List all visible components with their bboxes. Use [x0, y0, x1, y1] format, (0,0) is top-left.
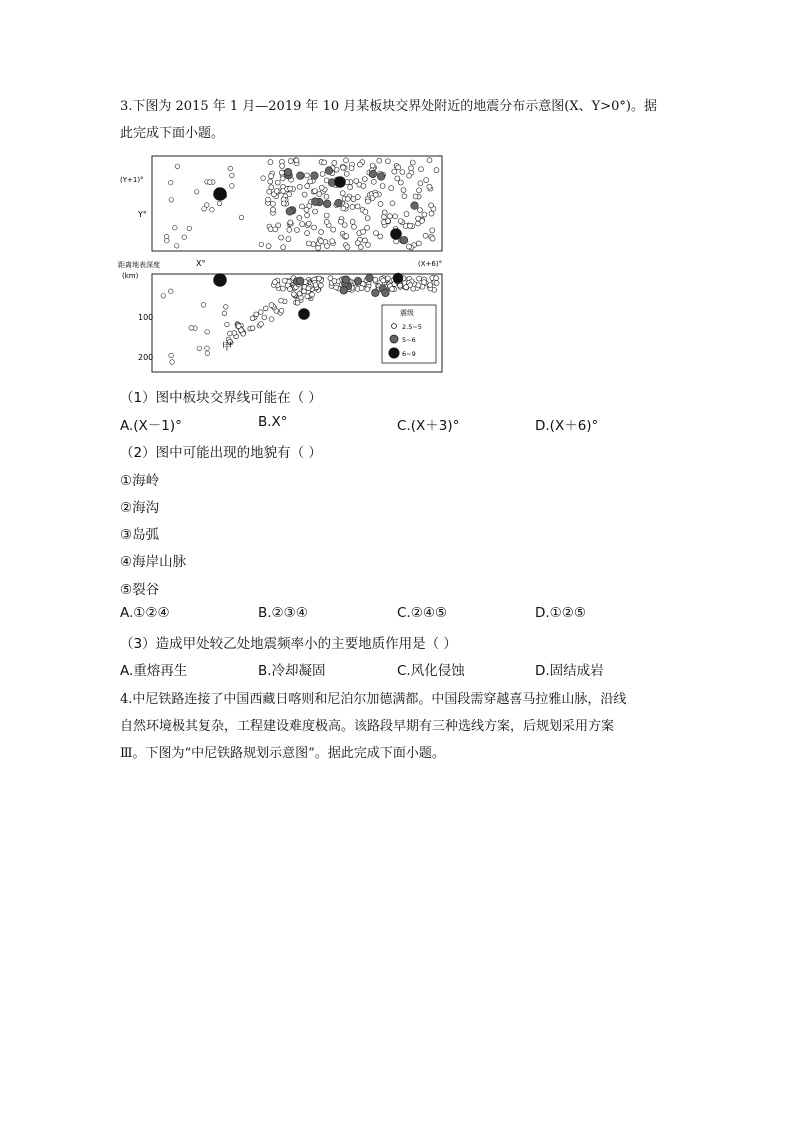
quake-dot-small [363, 209, 368, 214]
quake-dot-small [173, 225, 178, 230]
quake-dot-small [306, 221, 311, 226]
quake-dot-small [393, 214, 398, 219]
quake-dot-small [427, 184, 432, 189]
quake-dot-small [312, 225, 317, 230]
quake-dot-small [371, 179, 376, 184]
quake-dot-medium [323, 200, 331, 208]
quake-dot-small [389, 186, 394, 191]
quake-dot-small [286, 237, 291, 242]
quake-dot-small [187, 226, 192, 231]
quake-dot-small [201, 303, 206, 308]
quake-dot-small [312, 189, 317, 194]
quake-dot-small [282, 278, 287, 283]
quake-dot-small [370, 163, 375, 168]
quake-dot-small [268, 160, 273, 165]
quake-dot-small [328, 276, 333, 281]
quake-dot-small [300, 222, 305, 227]
quake-dot-small [279, 298, 284, 303]
legend-marker-medium [390, 335, 398, 343]
quake-dot-small [382, 210, 387, 215]
quake-dot-small [297, 184, 302, 189]
quake-dot-small [434, 281, 439, 286]
quake-dot-small [254, 312, 259, 317]
quake-dot-small [306, 286, 311, 291]
quake-dot-small [280, 176, 285, 181]
quake-dot-small [280, 164, 285, 169]
quake-dot-small [304, 207, 309, 212]
x-label-left: X° [196, 259, 206, 268]
quake-dot-small [324, 213, 329, 218]
depth-axis-label: 距离地表深度 [118, 261, 160, 269]
quake-dot-small [288, 159, 293, 164]
quake-dot-small [317, 276, 322, 281]
quake-dot-small [344, 171, 349, 176]
q3-sub2-item-2: ②海沟 [120, 500, 160, 516]
quake-dot-small [281, 245, 286, 250]
quake-dot-small [274, 189, 279, 194]
quake-dot-small [429, 211, 434, 216]
quake-dot-small [313, 283, 318, 288]
quake-dot-small [416, 216, 421, 221]
quake-dot-large [391, 229, 402, 240]
quake-dot-small [294, 158, 299, 163]
quake-dot-small [416, 241, 421, 246]
quake-dot-small [324, 219, 329, 224]
quake-dot-small [319, 185, 324, 190]
quake-dot-small [332, 160, 337, 165]
q3-sub3-option-a: A.重熔再生 [120, 663, 188, 679]
quake-dot-small [320, 172, 325, 177]
quake-dot-small [330, 239, 335, 244]
quake-dot-small [288, 186, 293, 191]
quake-dot-small [279, 170, 284, 175]
quake-dot-large [214, 274, 227, 287]
quake-dot-small [380, 184, 385, 189]
quake-dot-small [386, 219, 391, 224]
quake-dot-small [362, 238, 367, 243]
quake-dot-small [430, 228, 435, 233]
label-jia: 甲 [222, 342, 232, 353]
q3-sub2-option-d: D.①②⑤ [535, 605, 586, 621]
quake-dot-medium [366, 274, 374, 282]
q3-intro-line1: 3.下图为 2015 年 1 月—2019 年 10 月某板块交界处附近的地震分布示意图(X、Y>0°)。据 [120, 99, 657, 114]
q3-sub1-option-c: C.(X＋3)° [397, 418, 460, 434]
quake-dot-small [349, 166, 354, 171]
quake-dot-small [407, 173, 412, 178]
legend-item-large: 6~9 [402, 350, 416, 358]
quake-dot-small [381, 278, 386, 283]
quake-dot-small [227, 331, 232, 336]
quake-dot-small [398, 219, 403, 224]
q3-sub1-option-d: D.(X＋6)° [535, 418, 599, 434]
earthquake-distribution-figure [118, 152, 448, 374]
quake-dot-small [197, 346, 202, 351]
quake-dot-small [417, 188, 422, 193]
quake-dot-small [310, 292, 315, 297]
quake-dot-small [288, 220, 293, 225]
quake-dot-small [398, 180, 403, 185]
quake-dot-small [269, 317, 274, 322]
q3-sub2-option-a: A.①②④ [120, 605, 170, 621]
quake-dot-small [169, 198, 174, 203]
quake-dot-small [350, 204, 355, 209]
quake-dot-small [331, 227, 336, 232]
quake-dot-small [202, 207, 207, 212]
depth-tick-100: 100 [138, 313, 154, 322]
quake-dot-small [365, 287, 370, 292]
quake-dot-small [262, 315, 267, 320]
y-label-bottom: Y° [138, 210, 147, 219]
q3-sub2-item-4: ④海岸山脉 [120, 554, 187, 570]
q3-sub2-item-5: ⑤裂谷 [120, 582, 160, 598]
quake-dot-small [295, 300, 300, 305]
quake-dot-small [281, 201, 286, 206]
quake-dot-small [340, 191, 345, 196]
quake-dot-small [409, 166, 414, 171]
quake-dot-medium [325, 167, 333, 175]
quake-dot-small [423, 233, 428, 238]
y-label-top: (Y+1)° [120, 176, 144, 184]
quake-dot-small [359, 286, 364, 291]
quake-dot-small [205, 346, 210, 351]
q3-sub2-item-1: ①海岭 [120, 473, 160, 489]
quake-dot-small [355, 204, 360, 209]
quake-dot-medium [369, 170, 377, 178]
quake-dot-small [365, 199, 370, 204]
quake-dot-small [169, 289, 174, 294]
quake-dot-small [362, 177, 367, 182]
q4-line3: Ⅲ。下图为“中尼铁路规划示意图”。据此完成下面小题。 [120, 746, 445, 761]
quake-dot-small [385, 276, 390, 281]
quake-dot-small [300, 204, 305, 209]
quake-dot-small [239, 215, 244, 220]
quake-dot-small [366, 242, 371, 247]
quake-dot-medium [342, 276, 350, 284]
quake-dot-small [428, 283, 433, 288]
quake-dot-small [411, 286, 416, 291]
quake-dot-small [174, 244, 179, 249]
q3-sub2-item-3: ③岛弧 [120, 527, 160, 543]
quake-dot-small [345, 245, 350, 250]
quake-dot-small [434, 168, 439, 173]
quake-dot-small [345, 196, 350, 201]
quake-dot-small [269, 303, 274, 308]
quake-dot-small [373, 192, 378, 197]
quake-dot-small [170, 360, 175, 365]
quake-dot-small [400, 170, 405, 175]
quake-dot-small [294, 228, 299, 233]
q4-line2: 自然环境极其复杂，工程建设难度极高。该路段早期有三种选线方案，后规划采用方案 [120, 719, 615, 734]
quake-dot-small [232, 331, 237, 336]
quake-dot-small [357, 162, 362, 167]
quake-dot-small [279, 235, 284, 240]
quake-dot-small [266, 197, 271, 202]
quake-dot-small [355, 241, 360, 246]
quake-dot-small [210, 207, 215, 212]
quake-dot-small [305, 184, 310, 189]
quake-dot-medium [377, 173, 385, 181]
quake-dot-small [161, 294, 166, 299]
q3-sub1-stem: （1）图中板块交界线可能在（ ） [120, 390, 322, 406]
quake-dot-medium [297, 172, 305, 180]
quake-dot-small [313, 209, 318, 214]
quake-dot-large [214, 188, 227, 201]
legend-item-small: 2.5~5 [402, 323, 422, 331]
quake-dot-medium [284, 168, 292, 176]
quake-dot-small [351, 197, 356, 202]
quake-dot-small [205, 351, 210, 356]
quake-dot-small [287, 227, 292, 232]
quake-dot-small [319, 239, 324, 244]
quake-dot-medium [372, 289, 380, 297]
quake-dot-small [424, 178, 429, 183]
quake-dot-small [266, 244, 271, 249]
quake-dot-small [230, 173, 235, 178]
quake-dot-small [378, 234, 383, 239]
quake-dot-small [404, 285, 409, 290]
q3-sub2-stem: （2）图中可能出现的地貌有（ ） [120, 445, 322, 461]
quake-dot-large [393, 273, 403, 283]
q3-sub2-option-b: B.②③④ [258, 605, 308, 621]
quake-dot-small [316, 245, 321, 250]
quake-dot-small [381, 214, 386, 219]
quake-dot-small [341, 206, 346, 211]
quake-dot-medium [335, 199, 343, 207]
quake-dot-small [305, 213, 310, 218]
quake-dot-small [325, 244, 330, 249]
quake-dot-medium [411, 202, 419, 210]
quake-dot-medium [296, 277, 304, 285]
q3-sub1-option-a: A.(X－1)° [120, 418, 182, 434]
quake-dot-small [410, 160, 415, 165]
q3-sub1-option-b: B.X° [258, 414, 288, 430]
quake-dot-small [427, 158, 432, 163]
quake-dot-small [272, 280, 277, 285]
quake-dot-small [377, 158, 382, 163]
quake-dot-small [361, 229, 366, 234]
quake-dot-small [406, 244, 411, 249]
quake-dot-small [417, 276, 422, 281]
quake-dot-small [395, 176, 400, 181]
x-label-right: (X+6)° [418, 260, 443, 268]
quake-dot-small [365, 225, 370, 230]
quake-dot-small [396, 165, 401, 170]
quake-dot-small [401, 188, 406, 193]
quake-dot-small [302, 289, 307, 294]
q3-sub3-option-b: B.冷却凝固 [258, 663, 326, 679]
quake-dot-small [304, 173, 309, 178]
quake-dot-small [408, 223, 413, 228]
quake-dot-small [273, 227, 278, 232]
quake-dot-small [418, 181, 423, 186]
quake-dot-small [259, 242, 264, 247]
quake-dot-small [225, 322, 230, 327]
quake-dot-small [305, 294, 310, 299]
quake-dot-small [385, 159, 390, 164]
quake-dot-small [275, 180, 280, 185]
legend-marker-small [392, 324, 397, 329]
quake-dot-small [222, 311, 227, 316]
quake-dot-small [324, 194, 329, 199]
depth-tick-200: 200 [138, 353, 154, 362]
quake-dot-small [224, 305, 229, 310]
quake-dot-small [361, 184, 366, 189]
quake-dot-small [319, 229, 324, 234]
q3-sub3-stem: （3）造成甲处较乙处地震频率小的主要地质作用是（ ） [120, 636, 457, 652]
quake-dot-small [350, 219, 355, 224]
quake-dot-small [422, 280, 427, 285]
quake-dot-small [430, 236, 435, 241]
quake-dot-small [322, 160, 327, 165]
quake-dot-small [344, 158, 349, 163]
quake-dot-small [354, 179, 359, 184]
quake-dot-small [263, 306, 268, 311]
quake-dot-small [351, 224, 356, 229]
quake-dot-small [413, 194, 418, 199]
quake-dot-small [169, 353, 174, 358]
quake-dot-small [344, 234, 349, 239]
quake-dot-small [270, 201, 275, 206]
quake-dot-small [259, 322, 264, 327]
quake-dot-small [205, 330, 210, 335]
quake-dot-small [402, 194, 407, 199]
quake-dot-small [258, 310, 263, 315]
quake-dot-small [208, 180, 213, 185]
quake-dot-small [291, 292, 296, 297]
quake-dot-small [306, 241, 311, 246]
quake-dot-small [429, 203, 434, 208]
quake-dot-small [387, 214, 392, 219]
quake-dot-small [280, 286, 285, 291]
depth-axis-unit: (km) [122, 272, 139, 280]
q4-line1: 4.中尼铁路连接了中国西藏日喀则和尼泊尔加德满都。中国段需穿越喜马拉雅山脉，沿线 [120, 692, 627, 707]
quake-dot-small [230, 184, 235, 189]
q3-sub3-option-d: D.固结成岩 [535, 663, 604, 679]
quake-dot-small [297, 215, 302, 220]
quake-dot-small [182, 235, 187, 240]
quake-dot-small [271, 207, 276, 212]
quake-dot-medium [311, 198, 319, 206]
quake-dot-small [390, 201, 395, 206]
quake-dot-small [308, 179, 313, 184]
quake-dot-medium [311, 172, 319, 180]
quake-dot-large [299, 309, 310, 320]
quake-dot-small [348, 185, 353, 190]
quake-dot-small [365, 216, 370, 221]
quake-dot-medium [354, 277, 362, 285]
quake-dot-small [305, 231, 310, 236]
quake-dot-small [279, 308, 284, 313]
quake-dot-large [335, 177, 346, 188]
quake-dot-small [297, 291, 302, 296]
quake-dot-small [217, 201, 222, 206]
quake-dot-small [392, 169, 397, 174]
quake-dot-small [390, 286, 395, 291]
legend-item-medium: 5~6 [402, 336, 416, 344]
quake-dot-medium [400, 236, 408, 244]
quake-dot-small [194, 190, 199, 195]
quake-dot-small [168, 180, 173, 185]
q3-intro-line2: 此完成下面小题。 [120, 126, 225, 141]
quake-dot-small [302, 192, 307, 197]
quake-dot-small [404, 212, 409, 217]
quake-dot-small [374, 231, 379, 236]
quake-dot-small [165, 238, 170, 243]
quake-dot-small [419, 167, 424, 172]
quake-dot-small [378, 201, 383, 206]
q3-sub2-option-c: C.②④⑤ [397, 605, 448, 621]
legend-marker-large [389, 348, 400, 359]
quake-dot-small [418, 208, 423, 213]
quake-dot-small [269, 185, 274, 190]
legend-title: 震级 [400, 309, 414, 317]
quake-dot-small [416, 283, 421, 288]
q3-sub3-option-c: C.风化侵蚀 [397, 663, 465, 679]
quake-dot-small [175, 164, 180, 169]
quake-dot-small [236, 324, 241, 329]
quake-dot-small [228, 166, 233, 171]
quake-dot-small [287, 287, 292, 292]
quake-dot-medium [382, 289, 390, 297]
quake-dot-small [250, 316, 255, 321]
quake-dot-small [341, 165, 346, 170]
quake-dot-medium [286, 208, 294, 216]
quake-dot-small [189, 326, 194, 331]
quake-dot-small [338, 219, 343, 224]
quake-dot-medium [340, 287, 348, 295]
quake-dot-small [250, 326, 255, 331]
quake-dot-small [317, 192, 322, 197]
quake-dot-small [261, 176, 266, 181]
quake-dot-small [268, 179, 273, 184]
quake-dot-small [334, 285, 339, 290]
quake-dot-small [422, 212, 427, 217]
quake-dot-small [269, 174, 274, 179]
